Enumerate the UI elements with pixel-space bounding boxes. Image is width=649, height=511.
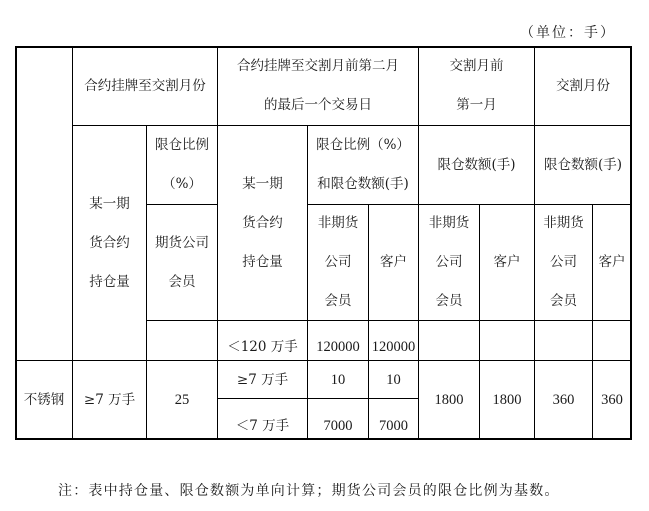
table-footnote: 注：表中持仓量、限仓数额为单向计算；期货公司会员的限仓比例为基数。 [58,483,560,499]
header-listing-to-delivery [72,46,218,126]
product-name: 不锈钢 [23,391,65,408]
blank-cell [146,320,218,361]
header-text-line2: 公司 [550,254,577,270]
header-non-futures-member-c [534,204,593,321]
header-text-line2: 公司 [324,254,352,270]
header-text: 客户 [380,254,407,270]
header-text-line1: 限仓比例（%） [316,137,410,153]
header-text-line2: 和限仓数额(手) [317,176,409,192]
header-text-line2: 公司 [435,254,463,270]
header-text-line1: 非期货 [317,215,359,231]
header-client-a [368,204,419,321]
header-text-line2: （%） [162,176,202,192]
header-text: 限仓数额(手) [437,156,516,173]
month-before-client-cell [479,360,535,440]
header-text-line3: 会员 [324,293,352,309]
header-text-line1: 某一期 [242,175,283,192]
limit-value: 1800 [492,391,522,408]
header-text: 客户 [493,254,521,270]
header-limit-amount-2 [534,125,632,205]
sub-row-value: 10 [330,371,346,388]
header-position-qty-2 [217,125,308,321]
sub-row-position: ≥7 万手 [236,371,289,388]
threshold-non-futures-member-cell [307,320,369,361]
sub-row-2-position-cell [217,398,308,440]
header-non-futures-member-b [418,204,480,321]
sub-row-2-client-cell [368,398,419,440]
header-text: 合约挂牌至交割月份 [84,77,206,94]
header-text-line2: 会员 [168,273,196,290]
futures-company-member-ratio-cell [146,360,218,440]
corner-blank-cell [15,46,73,361]
header-text-line2: 货合约 [89,234,130,251]
limit-value: 360 [601,391,623,408]
header-text-line3: 持仓量 [242,253,283,270]
header-text-line1: 限仓比例 [155,137,209,153]
header-text-line1: 合约挂牌至交割月前第二月 [237,58,399,74]
header-non-futures-member-a [307,204,369,321]
sub-row-1-client-cell [368,360,419,399]
threshold-value: 120000 [371,339,416,355]
threshold-position-cell [217,320,308,361]
sub-row-value: 7000 [379,418,408,434]
month-before-non-futures-member-cell [418,360,480,440]
header-before-second-month [217,46,419,126]
limit-value: 360 [552,391,575,408]
header-text-line1: 某一期 [89,195,130,212]
threshold-value: 120000 [316,339,360,355]
header-text-line3: 持仓量 [89,273,130,290]
header-text: 交割月份 [556,77,610,94]
header-text: 限仓数额(手) [543,156,623,173]
header-text-line1: 非期货 [543,215,584,231]
sub-row-value: 10 [386,371,401,388]
sub-row-1-position-cell [217,360,308,399]
limit-value: 1800 [434,391,464,408]
header-text-line3: 会员 [435,293,463,309]
threshold-position-text: ＜120 万手 [227,339,298,355]
header-text: 客户 [598,254,626,270]
header-text-line2: 的最后一个交易日 [264,97,372,113]
product-name-cell [15,360,73,440]
header-ratio-and-amount [307,125,419,205]
unit-label: （单位：手） [520,25,616,41]
position-qty-cell [72,360,147,440]
sub-row-1-non-futures-member-cell [307,360,369,399]
header-text-line2: 货合约 [242,214,283,231]
header-text-line3: 会员 [550,293,577,309]
header-text-line1: 交割月前 [449,58,504,74]
header-delivery-month [534,46,632,126]
blank-cell [534,320,593,361]
position-qty-value: ≥7 万手 [83,391,136,408]
header-client-c [592,204,632,321]
header-futures-company-member [146,204,218,321]
blank-cell [592,320,632,361]
header-text-line1: 非期货 [428,215,470,231]
header-limit-amount-1 [418,125,535,205]
blank-cell [418,320,480,361]
header-client-b [479,204,535,321]
blank-cell [479,320,535,361]
header-text-line1: 期货公司 [155,234,209,251]
sub-row-position: ＜7 万手 [235,418,290,434]
ratio-value: 25 [174,391,190,408]
threshold-client-cell [368,320,419,361]
header-position-qty [72,125,147,361]
sub-row-value: 7000 [323,418,353,434]
sub-row-2-non-futures-member-cell [307,398,369,440]
header-limit-ratio [146,125,218,205]
header-text-line2: 第一月 [456,97,497,113]
header-first-month-before [418,46,535,126]
delivery-month-client-cell [592,360,632,440]
delivery-month-non-futures-member-cell [534,360,593,440]
